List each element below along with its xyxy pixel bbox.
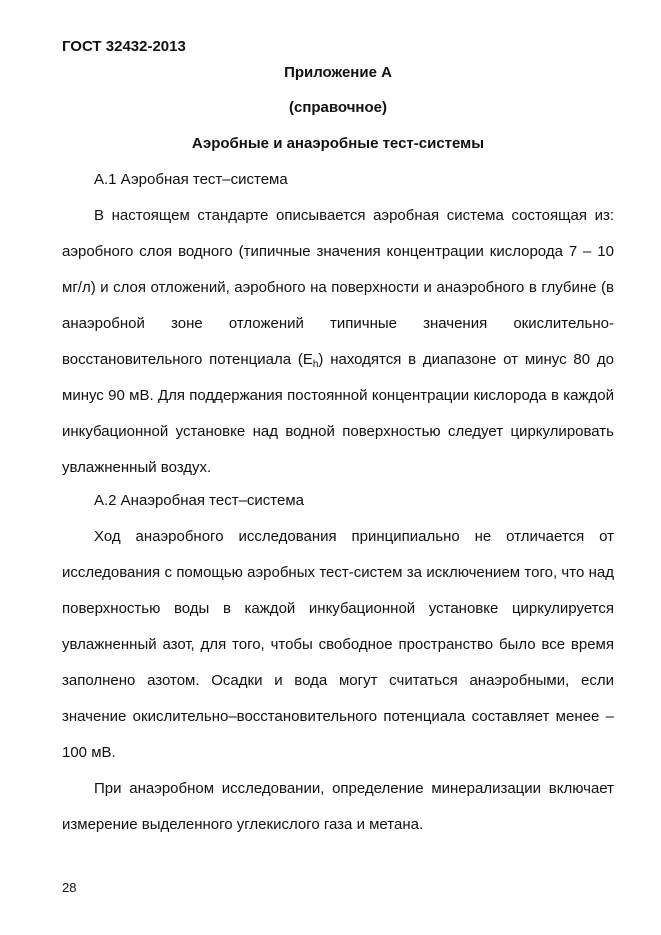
section-heading-a2: А.2 Анаэробная тест–система <box>94 492 304 509</box>
paragraph: Ход анаэробного исследования принципиально не отличается от исследования с помощью аэробных тест-систем за исключением того, что над поверхностью воды в каждой инкубационной установке циркулируется увлажненный азот, для того, чтобы свободное пространство было все время заполнено азотом. Осадки и вода могут считаться анаэробными, если значение окислительно–восстановительного потенциала составляет менее – 100 мВ. <box>62 528 614 761</box>
page-number: 28 <box>62 880 77 895</box>
paragraph-text-part: ) находятся в диапазоне от минус 80 до минус 90 мВ. Для поддержания постоянной концентрации кислорода в каждой инкубационной установке над водной поверхностью следует циркулировать увлажненный воздух. <box>62 351 614 476</box>
section-a2-body <box>62 519 614 843</box>
paragraph <box>62 198 614 486</box>
paragraph-text-part: В настоящем стандарте описывается аэробная система состоящая из: аэробного слоя водного (типичные значения концентрации кислорода 7 – 10 мг/л) и слоя отложений, аэробного на поверхности и анаэробного в глубине (в анаэробной зоне отложений типичные значения окислительно-восстановительного потенциала (E <box>62 207 614 368</box>
paragraph: При анаэробном исследовании, определение минерализации включает измерение выделенного углекислого газа и метана. <box>62 780 614 833</box>
standard-code-header: ГОСТ 32432-2013 <box>62 38 186 55</box>
appendix-title: Приложение А <box>284 64 392 81</box>
section-a1-body <box>62 198 614 486</box>
subscript-h: h <box>312 359 319 370</box>
appendix-heading: Аэробные и анаэробные тест-системы <box>191 135 485 152</box>
appendix-type: (справочное) <box>289 99 387 116</box>
section-heading-a1: А.1 Аэробная тест–система <box>94 171 288 188</box>
